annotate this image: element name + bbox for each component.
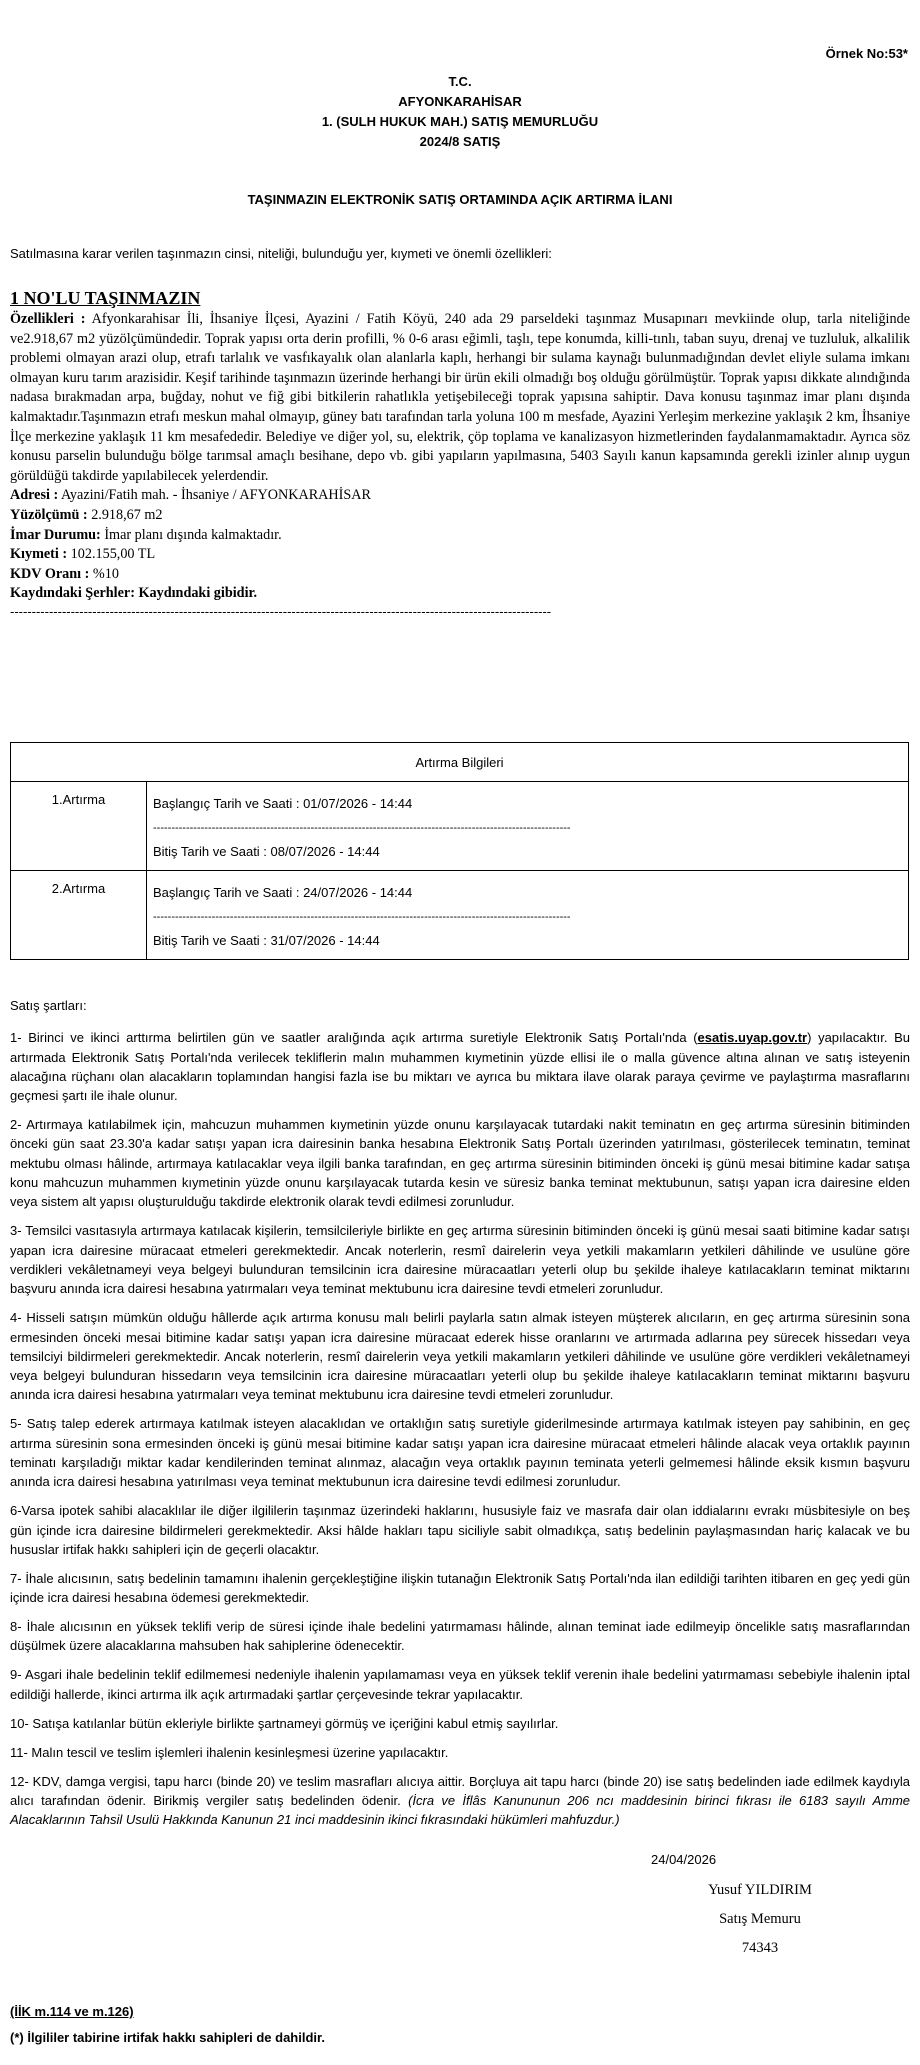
officer-name: Yusuf YILDIRIM bbox=[708, 1882, 812, 1898]
condition-3: 3- Temsilci vasıtasıyla artırmaya katılacak kişilerin, temsilcileriyle birlikte en geç artırma süresinin bitiminden önceki iş günü mesai saati bitimine kadar satışı yapan icra dairesine müracaat etmeleri gerekmektedir. Ancak noterlerin, resmî dairelerin veya yetkili makamların yetkileri dâhilinde ve usulüne göre verdikleri vekâletnameyi veya belgeyi bulunduran temsilcinin icra dairesine müracaatları yeterli olup bu şekilde ihaleye katılacakların teminat miktarını başvuru anında icra dairesi hesabına yatırmaları veya teminat mektubunu icra dairesine tevdi etmeleri zorunludur. bbox=[10, 1223, 910, 1297]
auction-start-value: 24/07/2026 - 14:44 bbox=[303, 885, 413, 900]
condition-6: 6-Varsa ipotek sahibi alacaklılar ile diğer ilgililerin taşınmaz üzerindeki haklarını, hususiyle faiz ve masrafa dair olan iddialarını evrakı müsbitesiyle on beş gün içinde icra dairesine bildirmeleri gerekmektedir. Aksi hâlde hakları tapu siciliyle sabit olmadıkça, satış bedelinin paylaşmasından hariç kalacak ve bu hususlar irtifak hakkı sahipleri için de geçerli olacaktır. bbox=[10, 1503, 910, 1557]
auction-separator: ------------------------------------------------------------------------------------------------------------------ bbox=[153, 822, 571, 834]
officer-number: 74343 bbox=[741, 1940, 779, 1956]
footer-note: (*) İlgililer tabirine irtifak hakkı sahipleri de dahildir. bbox=[10, 2030, 325, 2045]
auction-row-label: 2.Artırma bbox=[11, 871, 147, 960]
auction-end: Bitiş Tarih ve Saati : 31/07/2026 - 14:44 bbox=[153, 933, 380, 948]
condition-12-legal-note: (İcra ve İflâs Kanununun 206 ncı maddesinin birinci fıkrası ile 6183 sayılı Amme Alacaklarının Tahsil Usulü Hakkında Kanunun 21 inci maddesinin ikinci fıkrasındaki hükümleri mahfuzdur.) bbox=[10, 1792, 910, 1828]
header-line-city: AFYONKARAHİSAR bbox=[398, 94, 522, 109]
property-section bbox=[10, 286, 910, 620]
property-value: Kıymeti : 102.155,00 TL bbox=[10, 546, 156, 563]
property-encumbrance: Kaydındaki Şerhler: Kaydındaki gibidir. bbox=[10, 585, 258, 602]
auction-table-caption: Artırma Bilgileri bbox=[11, 743, 909, 782]
auction-start-value: 01/07/2026 - 14:44 bbox=[303, 796, 413, 811]
property-zoning: İmar Durumu: İmar planı dışında kalmaktadır. bbox=[10, 526, 282, 543]
property-area: Yüzölçümü : 2.918,67 m2 bbox=[10, 506, 163, 523]
intro-text: Satılmasına karar verilen taşınmazın cinsi, niteliği, bulunduğu yer, kıymeti ve önemli özellikleri: bbox=[10, 246, 552, 261]
auction-start: Başlangıç Tarih ve Saati : 24/07/2026 - 14:44 bbox=[153, 885, 413, 900]
auction-end-value: 31/07/2026 - 14:44 bbox=[270, 933, 380, 948]
auction-row bbox=[11, 782, 909, 871]
condition-9: 9- Asgari ihale bedelinin teklif edilmemesi nedeniyle ihalenin yapılamaması veya en yüksek teklif verenin ihale bedelini yatırmaması sebebiyle ihalenin iptal edildiği hallerde, ikinci artırma ilk açık artırmadaki şartlar çerçevesinde tekrar yapılacaktır. bbox=[10, 1667, 910, 1702]
features-text: Afyonkarahisar İli, İhsaniye İlçesi, Ayazini / Fatih Köyü, 240 ada 29 parseldeki taşınmaz Musapınarı mevkiinde olup, tarla niteliğinde ve2.918,67 m2 yüzölçümündedir. Toprak yapısı orta derin profilli, % 0-6 arası eğimli, taşlı, tepe konumda, killi-tınlı, taban suyu, drenaj ve tuzluluk, alkalilik problemi olmayan arazi olup, etrafı tarlalık ve vasfıkayalık olan alanlarla kaplı, herhangi bir sulama kaynağı bulunmadığından devlet eliyle sulama imkanı olmayan kuru tarım arazisidir. Keşif tarihinde taşınmazın üzerinde herhangi bir ürün ekili olmadığı boş olduğu görülmüştür. Toprak yapısı dikkate alındığında nadasa bırakmadan arpa, buğday, nohut ve fiğ gibi bitkilerin rahatlıkla yetişebileceği toprak yapısına sahiptir. Dava konusu taşınmaz imar planı dışında kalmaktadır.Taşınmazın etrafı meskun mahal olmayıp, güney batı tarafından tarla yoluna 100 m mesfade, Ayazini Yerleşim merkezine yaklaşık 2 km, İhsaniye İlçe merkezine yaklaşık 11 km mesafededir. Belediye ve diğer yol, su, elektrik, çöp toplama ve kanalizasyon hizmetlerinden faydalanmamaktadır. Ayrıca söz konusu parselin bulunduğu bölge tarımsal amaçlı besihane, depo vb. gibi yapıların yapılmasına, 5403 Sayılı kanun kapsamında gerekli izinler alınıp uygun görüldüğü takdirde yapılabilecek yelerdendir. bbox=[10, 311, 910, 484]
condition-7: 7- İhale alıcısının, satış bedelinin tamamını ihalenin gerçekleştiğine ilişkin tutanağın Elektronik Satış Portalı'nda ilan edildiği tarihten itibaren en geç yedi gün içinde icra dairesi hesabına ödemesi gerekmektedir. bbox=[10, 1570, 910, 1606]
auction-separator: ------------------------------------------------------------------------------------------------------------------ bbox=[153, 911, 571, 923]
auction-row bbox=[11, 871, 909, 960]
condition-10: 10- Satışa katılanlar bütün ekleriyle birlikte şartnameyi görmüş ve içeriğini kabul etmiş sayılırlar. bbox=[10, 1715, 559, 1731]
condition-5: 5- Satış talep ederek artırmaya katılmak isteyen alacaklıdan ve ortaklığın satış suretiyle giderilmesinde artırmaya katılmak isteyen pay sahibinin, en geç artırma süresinin sona ermesinden önceki iş günü mesai bitimine kadar satışı yapan icra dairesine müracaat etmeleri hâlinde alacak veya ortaklık payının teminatı karşıladığı miktar kadar kendilerinden teminat alınmaz, alacağın veya ortaklık payının teminata yeterli gelmemesi hâlinde eksik kısmın başvuru anında icra dairesi hesabına yatırılması veya teminat mektubunun icra dairesine tevdi edilmesi zorunludur. bbox=[10, 1416, 910, 1490]
property-divider: ----------------------------------------------------------------------------------------------------------------------------- bbox=[10, 603, 552, 619]
condition-2: 2- Artırmaya katılabilmek için, mahcuzun muhammen kıymetinin yüzde onunu karşılayacak tutardaki nakit teminatın en geç artırma süresinin bitiminden önceki gün saat 23.30'a kadar satışı yapan icra dairesinin banka hesabına Elektronik Satış Portalı üzerinden yatırılması, gösterilecek teminatın, teminat mektubu olması hâlinde, artırmaya katılacaklar veya ilgili banka tarafından, en geç artırma süresinin bitiminden önceki iş günü mesai bitimine kadar satışa konu mahcuzun muhammen kıymetinin yüzde onunu karşılayacak tutarda kesin ve süresiz banka teminat mektubunun, satışı yapan icra dairesine elden veya sistem alt yapısı oluşturulduğu takdirde elektronik olarak tevdi edilmesi zorunludur. bbox=[10, 1117, 910, 1210]
header-line-tc: T.C. bbox=[448, 74, 472, 89]
condition-1: 1- Birinci ve ikinci arttırma belirtilen gün ve saatler aralığında açık artırma suretiyle Elektronik Satış Portalı'nda (esatis.uyap.gov.tr) yapılacaktır. Bu artırmada Elektronik Satış Portalı'nda verilecek tekliflerin malın muhammen kıymetinin yüzde ellisi ile o malla güvence altına alınan ve satış isteyenin alacağına rüçhanı olan alacakların toplamından hangisi fazla ise bu miktarı ve ayrıca bu miktara ilave olarak paraya çevirme ve paylaştırma masraflarını geçmesi şartı ile ihale olunur. bbox=[10, 1030, 910, 1104]
condition-11: 11- Malın tescil ve teslim işlemleri ihalenin kesinleşmesi üzerine yapılacaktır. bbox=[10, 1744, 449, 1760]
announcement-date: 24/04/2026 bbox=[651, 1852, 717, 1867]
auction-start: Başlangıç Tarih ve Saati : 01/07/2026 - 14:44 bbox=[153, 796, 413, 811]
condition-4: 4- Hisseli satışın mümkün olduğu hâllerde açık artırma konusu malı belirli paylarla satın almak isteyen müşterek alıcıların, en geç artırma süresinin sona ermesinden önceki mesai bitimine kadar satışı yapan icra dairesine müracaat ederek hisse oranlarını ve artırmada adlarına pey sürecek hissedarı veya temsilciyi bildirmeleri gerekmektedir. Ancak noterlerin, resmî dairelerin veya yetkili makamların yetkileri dâhilinde ve usulüne göre verdikleri vekâletnameyi veya belgeyi bulunduran hissedarın veya temsilcinin icra dairesine müracaatları yeterli olup bu şekilde ihaleye katılacakların teminat miktarını başvuru anında icra dairesi hesabına yatırmaları veya teminat mektubunu icra dairesine tevdi etmeleri zorunludur. bbox=[10, 1310, 910, 1403]
esatis-link[interactable]: esatis.uyap.gov.tr bbox=[697, 1030, 808, 1046]
header-line-file-no: 2024/8 SATIŞ bbox=[419, 134, 501, 149]
officer-role: Satış Memuru bbox=[719, 1911, 801, 1927]
conditions-title: Satış şartları: bbox=[10, 998, 87, 1013]
property-features bbox=[10, 310, 910, 486]
auction-row-label: 1.Artırma bbox=[11, 782, 147, 871]
auction-end: Bitiş Tarih ve Saati : 08/07/2026 - 14:44 bbox=[153, 844, 380, 859]
sample-number: Örnek No:53* bbox=[825, 46, 908, 61]
property-heading: 1 NO'LU TAŞINMAZIN bbox=[10, 288, 201, 308]
footer-law-reference: (İİK m.114 ve m.126) bbox=[10, 2004, 134, 2019]
features-label: Özellikleri : bbox=[10, 311, 86, 327]
auction-info-table bbox=[10, 742, 909, 960]
property-address: Adresi : Ayazini/Fatih mah. - İhsaniye / AFYONKARAHİSAR bbox=[10, 487, 371, 504]
property-vat: KDV Oranı : %10 bbox=[10, 565, 119, 582]
condition-8: 8- İhale alıcısının en yüksek teklifi verip de süresi içinde ihale bedelini yatırmaması hâlinde, alınan teminat iade edilmeyip öncelikle satış masraflarından düşülmek üzere alacaklarına mahsuben hak sahiplerine ödenecektir. bbox=[10, 1619, 910, 1654]
document-title: TAŞINMAZIN ELEKTRONİK SATIŞ ORTAMINDA AÇIK ARTIRMA İLANI bbox=[247, 192, 673, 207]
condition-12: 12- KDV, damga vergisi, tapu harcı (binde 20) ve teslim masrafları alıcıya aittir. Borçluya ait tapu harcı (binde 20) ise satış bedelinden iade edilmek kaydıyla alıcı tarafından ödenir. Birikmiş vergiler satış bedelinden ödenir. (İcra ve İflâs Kanununun 206 ncı maddesinin birinci fıkrası ile 6183 sayılı Amme Alacaklarının Tahsil Usulü Hakkında Kanunun 21 inci maddesinin ikinci fıkrasındaki hükümleri mahfuzdur.) bbox=[10, 1773, 910, 1828]
auction-end-value: 08/07/2026 - 14:44 bbox=[270, 844, 380, 859]
header-line-office: 1. (SULH HUKUK MAH.) SATIŞ MEMURLUĞU bbox=[321, 114, 599, 129]
sale-conditions bbox=[10, 996, 910, 1839]
